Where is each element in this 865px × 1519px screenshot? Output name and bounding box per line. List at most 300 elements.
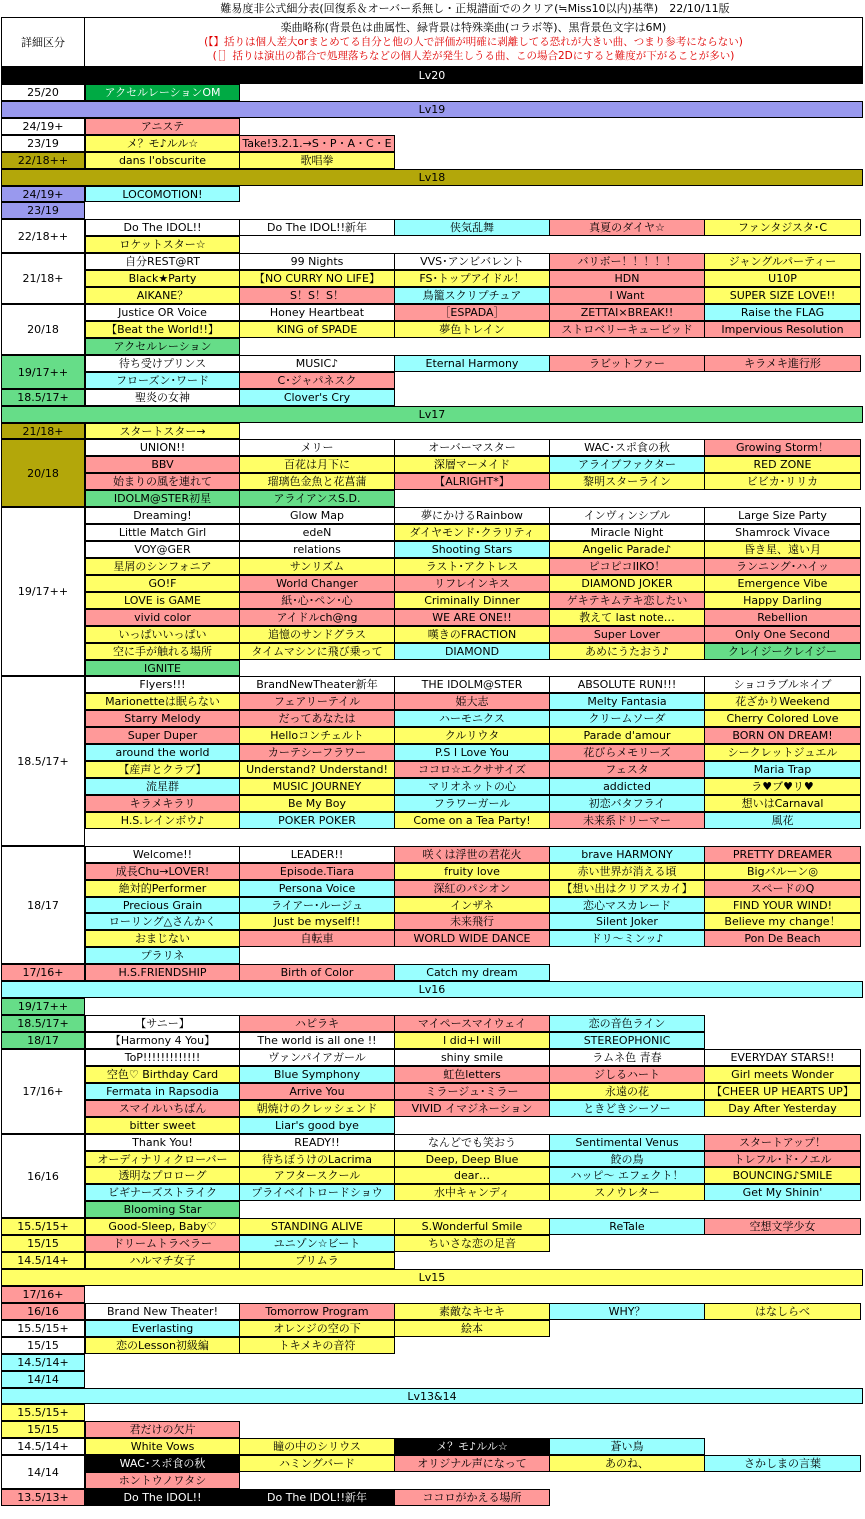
song-cell[interactable] [85, 389, 240, 406]
song-title: around the world [115, 746, 210, 759]
song-cell[interactable] [395, 693, 550, 710]
song-cell[interactable] [240, 1218, 395, 1235]
song-cell[interactable] [550, 846, 705, 863]
song-cell[interactable] [240, 575, 395, 592]
song-cell[interactable] [395, 524, 550, 541]
song-cell[interactable] [395, 1015, 550, 1032]
song-cell[interactable] [240, 930, 395, 947]
song-cell[interactable] [240, 304, 395, 321]
song-cell[interactable] [395, 846, 550, 863]
song-cell[interactable] [550, 439, 705, 456]
song-cell[interactable] [240, 253, 395, 270]
song-cell[interactable] [395, 744, 550, 761]
song-cell[interactable] [240, 626, 395, 643]
song-cell[interactable] [85, 710, 240, 727]
song-cell[interactable] [240, 372, 395, 389]
song-cell[interactable] [85, 423, 240, 439]
song-cell[interactable] [240, 1066, 395, 1083]
song-cell[interactable] [395, 880, 550, 897]
song-cell[interactable] [85, 1015, 240, 1032]
song-cell[interactable] [85, 1151, 240, 1167]
song-cell[interactable] [705, 270, 861, 287]
song-cell[interactable] [395, 558, 550, 575]
song-cell[interactable] [550, 710, 705, 727]
song-cell[interactable] [85, 253, 240, 270]
song-cell[interactable] [395, 1032, 550, 1049]
song-cell[interactable] [240, 439, 395, 456]
song-cell[interactable] [240, 287, 395, 304]
song-cell[interactable] [550, 1438, 705, 1455]
song-cell[interactable] [395, 1049, 550, 1066]
song-cell[interactable] [550, 1184, 705, 1201]
song-cell[interactable] [395, 456, 550, 473]
song-cell[interactable] [395, 1303, 550, 1320]
song-cell[interactable] [550, 1100, 705, 1117]
song-cell[interactable] [705, 761, 861, 778]
song-title: AIKANE？ [136, 289, 189, 302]
song-cell[interactable] [395, 1438, 550, 1455]
song-cell[interactable] [550, 287, 705, 304]
song-cell[interactable] [85, 575, 240, 592]
song-cell[interactable] [85, 744, 240, 761]
song-cell[interactable] [85, 1235, 240, 1252]
song-cell[interactable] [85, 219, 240, 236]
song-cell[interactable] [705, 1218, 861, 1235]
song-cell[interactable] [705, 897, 861, 913]
song-cell[interactable] [240, 1489, 395, 1506]
song-cell[interactable] [395, 270, 550, 287]
song-cell[interactable] [550, 1083, 705, 1100]
song-cell[interactable] [85, 1489, 240, 1506]
song-cell[interactable] [395, 473, 550, 490]
song-cell[interactable] [705, 1134, 861, 1151]
song-cell[interactable] [240, 270, 395, 287]
song-cell[interactable] [240, 355, 395, 372]
song-cell[interactable] [240, 1337, 395, 1354]
song-cell[interactable] [395, 1134, 550, 1151]
song-cell[interactable] [240, 1167, 395, 1184]
song-cell[interactable] [85, 1421, 240, 1438]
song-cell[interactable] [550, 219, 705, 236]
song-cell[interactable] [85, 304, 240, 321]
song-cell[interactable] [240, 846, 395, 863]
song-title: キラメキラリ [129, 797, 196, 810]
song-cell[interactable] [705, 287, 861, 304]
song-cell[interactable] [705, 863, 861, 880]
song-cell[interactable] [395, 727, 550, 744]
song-cell[interactable] [395, 676, 550, 693]
song-cell[interactable] [85, 1472, 240, 1489]
song-cell[interactable] [705, 846, 861, 863]
song-cell[interactable] [85, 1438, 240, 1455]
song-cell[interactable] [85, 439, 240, 456]
song-title: Dreaming! [133, 509, 192, 522]
song-cell[interactable] [550, 304, 705, 321]
song-cell[interactable] [85, 1455, 240, 1472]
song-cell[interactable] [240, 152, 395, 169]
song-cell[interactable] [705, 524, 861, 541]
song-cell[interactable] [85, 727, 240, 744]
difficulty-label: 21/18+ [1, 253, 85, 304]
song-cell[interactable] [550, 778, 705, 795]
song-cell[interactable] [395, 1455, 550, 1472]
song-cell[interactable] [705, 778, 861, 795]
song-cell[interactable] [705, 456, 861, 473]
song-cell[interactable] [550, 626, 705, 643]
song-title: MUSIC JOURNEY [272, 780, 362, 793]
song-cell[interactable] [395, 1167, 550, 1184]
song-cell[interactable] [395, 1066, 550, 1083]
song-cell[interactable] [395, 964, 550, 981]
song-cell[interactable] [705, 795, 861, 812]
song-cell[interactable] [85, 287, 240, 304]
song-cell[interactable] [85, 135, 240, 152]
song-cell[interactable] [705, 626, 861, 643]
song-cell[interactable] [395, 1235, 550, 1252]
song-cell[interactable] [240, 558, 395, 575]
song-cell[interactable] [240, 1100, 395, 1117]
song-title: Shamrock Vivace [735, 526, 830, 539]
song-cell[interactable] [240, 710, 395, 727]
song-cell[interactable] [550, 524, 705, 541]
song-cell[interactable] [705, 558, 861, 575]
song-cell[interactable] [85, 930, 240, 947]
song-cell[interactable] [705, 1151, 861, 1167]
song-cell[interactable] [550, 456, 705, 473]
song-cell[interactable] [550, 253, 705, 270]
song-cell[interactable] [705, 575, 861, 592]
song-cell[interactable] [550, 761, 705, 778]
song-title: SUPER SIZE LOVE!! [729, 289, 836, 302]
song-cell[interactable] [240, 135, 395, 152]
song-cell[interactable] [85, 490, 240, 507]
song-cell[interactable] [240, 1252, 395, 1269]
song-cell[interactable] [705, 744, 861, 761]
song-cell[interactable] [550, 913, 705, 930]
song-cell[interactable] [550, 1066, 705, 1083]
song-cell[interactable] [240, 1049, 395, 1066]
song-cell[interactable] [240, 456, 395, 473]
song-cell[interactable] [705, 812, 861, 829]
song-cell[interactable] [240, 812, 395, 829]
song-cell[interactable] [85, 236, 240, 253]
song-cell[interactable] [550, 507, 705, 524]
song-cell[interactable] [240, 913, 395, 930]
song-cell[interactable] [550, 541, 705, 558]
song-cell[interactable] [550, 321, 705, 338]
song-cell[interactable] [705, 609, 861, 626]
song-cell[interactable] [395, 930, 550, 947]
song-title: Good-Sleep, Baby♡ [108, 1220, 217, 1233]
song-cell[interactable] [395, 778, 550, 795]
song-cell[interactable] [85, 84, 240, 101]
song-cell[interactable] [550, 676, 705, 693]
song-cell[interactable] [240, 897, 395, 913]
song-cell[interactable] [395, 1151, 550, 1167]
song-cell[interactable] [550, 609, 705, 626]
song-title: ローリング△さんかく [108, 915, 217, 928]
song-cell[interactable] [85, 338, 240, 355]
song-cell[interactable] [705, 1066, 861, 1083]
song-cell[interactable] [550, 744, 705, 761]
song-cell[interactable] [240, 524, 395, 541]
song-title: スタートスター→ [119, 424, 206, 438]
song-cell[interactable] [395, 592, 550, 609]
song-cell[interactable] [85, 795, 240, 812]
song-cell[interactable] [85, 456, 240, 473]
song-cell[interactable] [395, 575, 550, 592]
song-cell[interactable] [240, 795, 395, 812]
song-cell[interactable] [240, 507, 395, 524]
song-cell[interactable] [240, 880, 395, 897]
song-cell[interactable] [550, 1049, 705, 1066]
song-cell[interactable] [240, 761, 395, 778]
song-cell[interactable] [240, 1455, 395, 1472]
song-cell[interactable] [85, 1083, 240, 1100]
song-cell[interactable] [85, 812, 240, 829]
song-cell[interactable] [705, 321, 861, 338]
song-title: インザネ [450, 898, 494, 912]
song-cell[interactable] [85, 524, 240, 541]
song-cell[interactable] [550, 1167, 705, 1184]
song-title: 待ちぼうけのLacrima [262, 1152, 372, 1166]
song-cell[interactable] [85, 913, 240, 930]
song-cell[interactable] [705, 727, 861, 744]
song-cell[interactable] [705, 693, 861, 710]
song-cell[interactable] [240, 1235, 395, 1252]
song-cell[interactable] [85, 118, 240, 135]
song-title: C･ジャパネスク [277, 374, 357, 387]
song-cell[interactable] [85, 186, 240, 202]
song-cell[interactable] [705, 930, 861, 947]
song-cell[interactable] [705, 355, 861, 372]
song-cell[interactable] [705, 880, 861, 897]
song-cell[interactable] [550, 473, 705, 490]
song-cell[interactable] [550, 1303, 705, 1320]
song-cell[interactable] [550, 1218, 705, 1235]
song-cell[interactable] [85, 270, 240, 287]
song-cell[interactable] [395, 897, 550, 913]
song-cell[interactable] [395, 1083, 550, 1100]
song-cell[interactable] [550, 1455, 705, 1472]
song-cell[interactable] [550, 1015, 705, 1032]
song-cell[interactable] [395, 1489, 550, 1506]
song-cell[interactable] [85, 964, 240, 981]
song-cell[interactable] [705, 304, 861, 321]
song-cell[interactable] [240, 541, 395, 558]
song-cell[interactable] [550, 592, 705, 609]
song-cell[interactable] [240, 389, 395, 406]
song-cell[interactable] [85, 355, 240, 372]
song-cell[interactable] [240, 964, 395, 981]
song-cell[interactable] [85, 1032, 240, 1049]
song-cell[interactable] [85, 693, 240, 710]
song-cell[interactable] [705, 1167, 861, 1184]
song-title: バリボー！！！！！ [577, 255, 677, 268]
song-cell[interactable] [395, 1218, 550, 1235]
song-cell[interactable] [240, 1032, 395, 1049]
song-cell[interactable] [550, 1134, 705, 1151]
song-cell[interactable] [240, 1438, 395, 1455]
song-cell[interactable] [705, 913, 861, 930]
song-cell[interactable] [85, 626, 240, 643]
song-cell[interactable] [85, 660, 240, 676]
song-title: Day After Yesterday [728, 1102, 837, 1115]
song-cell[interactable] [85, 372, 240, 389]
song-cell[interactable] [85, 1134, 240, 1151]
song-cell[interactable] [550, 270, 705, 287]
song-cell[interactable] [395, 321, 550, 338]
song-cell[interactable] [705, 643, 861, 660]
song-cell[interactable] [85, 1167, 240, 1184]
song-cell[interactable] [85, 1252, 240, 1269]
song-cell[interactable] [705, 676, 861, 693]
song-cell[interactable] [85, 1100, 240, 1117]
song-cell[interactable] [85, 592, 240, 609]
song-cell[interactable] [85, 152, 240, 169]
song-cell[interactable] [705, 1049, 861, 1066]
song-cell[interactable] [85, 1201, 240, 1218]
song-cell[interactable] [705, 507, 861, 524]
song-cell[interactable] [705, 592, 861, 609]
song-cell[interactable] [395, 626, 550, 643]
song-cell[interactable] [395, 439, 550, 456]
song-cell[interactable] [550, 1151, 705, 1167]
song-cell[interactable] [395, 863, 550, 880]
song-cell[interactable] [395, 355, 550, 372]
song-cell[interactable] [240, 863, 395, 880]
song-cell[interactable] [85, 1184, 240, 1201]
song-cell[interactable] [85, 609, 240, 626]
song-cell[interactable] [705, 1303, 861, 1320]
song-cell[interactable] [240, 676, 395, 693]
song-cell[interactable] [705, 253, 861, 270]
song-cell[interactable] [85, 473, 240, 490]
song-cell[interactable] [550, 863, 705, 880]
song-cell[interactable] [85, 1066, 240, 1083]
song-cell[interactable] [395, 507, 550, 524]
song-cell[interactable] [550, 812, 705, 829]
song-cell[interactable] [240, 1184, 395, 1201]
song-cell[interactable] [395, 710, 550, 727]
song-cell[interactable] [395, 643, 550, 660]
song-cell[interactable] [85, 541, 240, 558]
song-cell[interactable] [395, 812, 550, 829]
song-cell[interactable] [705, 1083, 861, 1100]
song-cell[interactable] [85, 643, 240, 660]
song-title: Honey Heartbeat [269, 306, 365, 319]
song-cell[interactable] [85, 863, 240, 880]
song-cell[interactable] [550, 930, 705, 947]
song-cell[interactable] [705, 710, 861, 727]
song-cell[interactable] [395, 795, 550, 812]
song-cell[interactable] [240, 592, 395, 609]
song-cell[interactable] [240, 1015, 395, 1032]
song-cell[interactable] [240, 744, 395, 761]
song-cell[interactable] [240, 1134, 395, 1151]
song-cell[interactable] [395, 219, 550, 236]
song-cell[interactable] [240, 778, 395, 795]
song-cell[interactable] [550, 795, 705, 812]
song-cell[interactable] [85, 321, 240, 338]
song-cell[interactable] [705, 1100, 861, 1117]
song-cell[interactable] [705, 439, 861, 456]
song-cell[interactable] [85, 778, 240, 795]
song-cell[interactable] [395, 1320, 550, 1337]
song-cell[interactable] [85, 676, 240, 693]
song-cell[interactable] [85, 1303, 240, 1320]
song-cell[interactable] [85, 507, 240, 524]
song-cell[interactable] [85, 1320, 240, 1337]
song-cell[interactable] [85, 1337, 240, 1354]
song-title: Helloコンチェルト [270, 729, 364, 742]
song-cell[interactable] [240, 609, 395, 626]
song-cell[interactable] [85, 846, 240, 863]
song-title: クリームソーダ [588, 712, 666, 725]
song-cell[interactable] [240, 693, 395, 710]
song-cell[interactable] [85, 558, 240, 575]
song-cell[interactable] [550, 693, 705, 710]
song-cell[interactable] [395, 609, 550, 626]
song-cell[interactable] [240, 1117, 395, 1134]
song-cell[interactable] [395, 304, 550, 321]
song-cell[interactable] [705, 1184, 861, 1201]
song-cell[interactable] [85, 1117, 240, 1134]
song-title: LOCOMOTION! [122, 187, 203, 201]
song-cell[interactable] [395, 913, 550, 930]
song-cell[interactable] [705, 541, 861, 558]
song-cell[interactable] [240, 1303, 395, 1320]
song-cell[interactable] [240, 727, 395, 744]
song-cell[interactable] [550, 897, 705, 913]
song-cell[interactable] [85, 1218, 240, 1235]
song-cell[interactable] [550, 727, 705, 744]
song-cell[interactable] [550, 643, 705, 660]
song-cell[interactable] [85, 947, 240, 964]
song-cell[interactable] [240, 219, 395, 236]
song-cell[interactable] [240, 1151, 395, 1167]
song-cell[interactable] [240, 1083, 395, 1100]
song-cell[interactable] [240, 643, 395, 660]
song-cell[interactable] [240, 1320, 395, 1337]
song-cell[interactable] [550, 575, 705, 592]
song-title: フェアリーテイル [273, 695, 361, 708]
difficulty-label: 24/19+ [1, 118, 85, 135]
song-cell[interactable] [550, 1032, 705, 1049]
song-cell[interactable] [550, 880, 705, 897]
song-cell[interactable] [550, 558, 705, 575]
song-cell[interactable] [85, 761, 240, 778]
song-cell[interactable] [240, 321, 395, 338]
song-cell[interactable] [395, 1100, 550, 1117]
song-cell[interactable] [395, 761, 550, 778]
song-cell[interactable] [705, 219, 861, 236]
song-cell[interactable] [705, 473, 861, 490]
song-title: ハピラキ [295, 1017, 339, 1030]
song-cell[interactable] [85, 897, 240, 913]
song-cell[interactable] [550, 355, 705, 372]
song-cell[interactable] [395, 253, 550, 270]
song-cell[interactable] [395, 1184, 550, 1201]
song-cell[interactable] [240, 490, 395, 507]
song-cell[interactable] [705, 1455, 861, 1472]
song-cell[interactable] [85, 1049, 240, 1066]
song-cell[interactable] [395, 541, 550, 558]
song-cell[interactable] [395, 287, 550, 304]
song-cell[interactable] [85, 880, 240, 897]
song-cell[interactable] [240, 473, 395, 490]
song-title: 追憶のサンドグラス [268, 628, 366, 641]
